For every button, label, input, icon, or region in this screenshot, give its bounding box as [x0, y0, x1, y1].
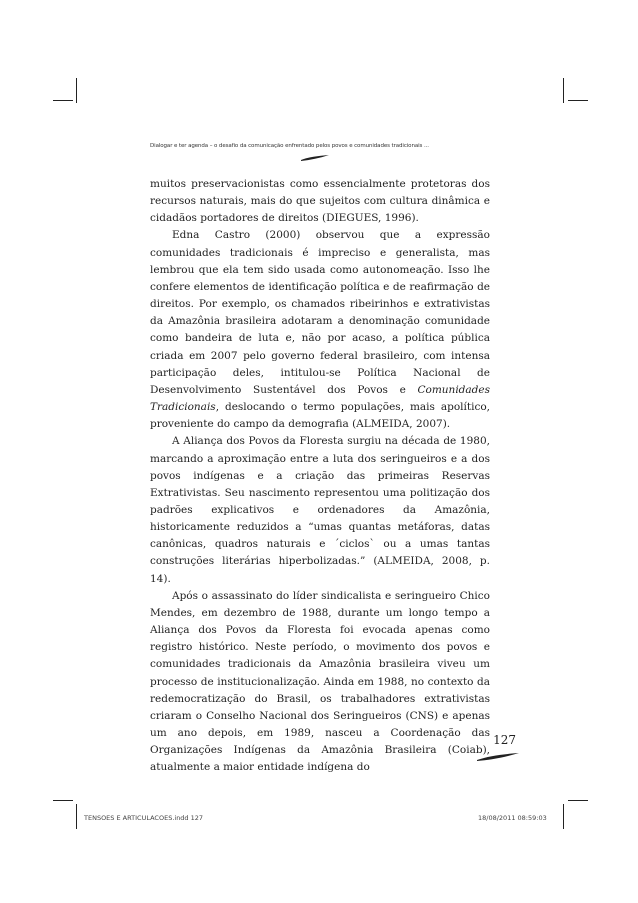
paragraph: Após o assassinato do líder sindicalista e seringueiro Chico Mendes, em dezembro de 1988, durante um longo tempo a Aliança dos Povos da Floresta foi evocada apenas como registro histórico. Neste período, o movimento dos povos e comunidades tradicionais da Amazônia brasileira viveu um processo de institucionalização. Ainda em 1988, no contexto da redemocratização do Brasil, os trabalhadores extrativistas criaram o Conselho Nacional dos Seringueiros (CNS) e apenas um ano depois, em 1989, nasceu a Coordenação das Organizações Indígenas da Amazônia Brasileira (Coiab), atualmente a maior entidade indígena do [150, 589, 491, 774]
crop-mark [53, 100, 73, 101]
paragraph: A Aliança dos Povos da Floresta surgiu na década de 1980, marcando a aproximação entre a luta dos seringueiros e a dos povos indígenas e a criação das primeiras Reservas Extrativistas. Seu nascimento representou uma politização dos padrões explicativos e ordenadores da Amazônia, historicamente reduzidos a “umas quantas metáforas, datas canônicas, quadros naturais e ´ciclos` ou a umas tantas construções literárias hiperbolizadas.” (ALMEIDA, 2008, p. 14). [150, 435, 491, 585]
footer-file-name: TENSOES E ARTICULACOES.indd 127 [84, 814, 204, 822]
running-header: Dialogar e ter agenda – o desafio da comunicação enfrentado pelos povos e comunidades tradicionais ... [150, 143, 429, 149]
crop-mark [568, 800, 588, 801]
crop-mark [563, 804, 564, 829]
crop-mark [53, 800, 73, 801]
crop-mark [76, 804, 77, 829]
footer-timestamp: 18/08/2011 08:59:03 [478, 814, 547, 822]
paragraph: muitos preservacionistas como essencialmente protetoras dos recursos naturais, mais do que sujeitos com cultura dinâmica e cidadãos portadores de direitos (DIEGUES, 1996). [150, 178, 490, 225]
crop-mark [76, 78, 77, 103]
crop-mark [563, 78, 564, 103]
paragraph: Edna Castro (2000) observou que a expressão comunidades tradicionais é impreciso e generalista, mas lembrou que ela tem sido usada como autonomeação. Isso lhe confere elementos de identificação política e de reafirmação de direitos. Por exemplo, os chamados ribeirinhos e extrativistas da Amazônia brasileira adotaram a denominação comunidade como bandeira de luta e, não por acaso, a política pública criada em 2007 pelo governo federal brasileiro, com intensa participação deles, intitulou-se Política Nacional de Desenvolvimento Sustentável dos Povos e Comunidades Tradicionais, deslocando o termo populações, mais apolítico, proveniente do campo da demografia (ALMEIDA, 2007). [150, 229, 491, 431]
page-number: 127 [493, 733, 516, 747]
page-number-swash-ornament [476, 752, 520, 762]
header-swash-ornament [300, 154, 330, 162]
crop-mark [568, 100, 588, 101]
article-body [150, 176, 490, 776]
